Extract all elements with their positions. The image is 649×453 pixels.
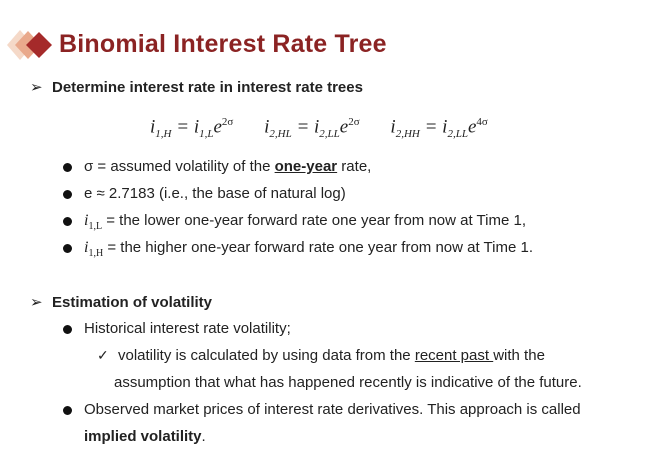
formula-row: [150, 116, 514, 140]
bullet-dot: [63, 244, 72, 253]
observed-prices-line2: implied volatility.: [84, 428, 206, 445]
il-definition: $i_{1,L}$ = the lower one-year forward rate one year from now at Time 1,: [84, 212, 527, 233]
formula-1H: $i_{1,H} = i_{1,L}e^{2\sigma}$: [150, 116, 234, 141]
e-definition: e ≈ 2.7183 (i.e., the base of natural log): [84, 185, 346, 202]
check-icon: ✓: [97, 347, 109, 363]
formula-2HL: $i_{2,HL} = i_{2,LL}e^{2\sigma}$: [264, 116, 360, 141]
check-item-line2: assumption that what has happened recently is indicative of the future.: [114, 374, 582, 391]
section-heading-volatility: ➢ Estimation of volatility: [30, 294, 213, 311]
historical-volatility: Historical interest rate volatility;: [84, 320, 291, 337]
bullet-dot: [63, 325, 72, 334]
sigma-definition: σ = assumed volatility of the one-year rate,: [84, 158, 372, 175]
ih-definition: $i_{1,H}$ = the higher one-year forward rate one year from now at Time 1.: [84, 239, 533, 260]
check-item-line1: volatility is calculated by using data from the recent past with the: [118, 347, 545, 364]
diamond-logo-icon: [6, 28, 54, 62]
formula-2HH: $i_{2,HH} = i_{2,LL}e^{4\sigma}$: [390, 116, 488, 141]
observed-prices-line1: Observed market prices of interest rate derivatives. This approach is called: [84, 401, 581, 418]
page-title: Binomial Interest Rate Tree: [59, 30, 387, 58]
bullet-dot: [63, 217, 72, 226]
bullet-dot: [63, 406, 72, 415]
bullet-dot: [63, 190, 72, 199]
bullet-dot: [63, 163, 72, 172]
arrowhead-bullet-icon: ➢: [30, 79, 43, 96]
arrowhead-bullet-icon: ➢: [30, 294, 43, 311]
section-heading-interest-rate: ➢ Determine interest rate in interest rate trees: [30, 79, 363, 96]
